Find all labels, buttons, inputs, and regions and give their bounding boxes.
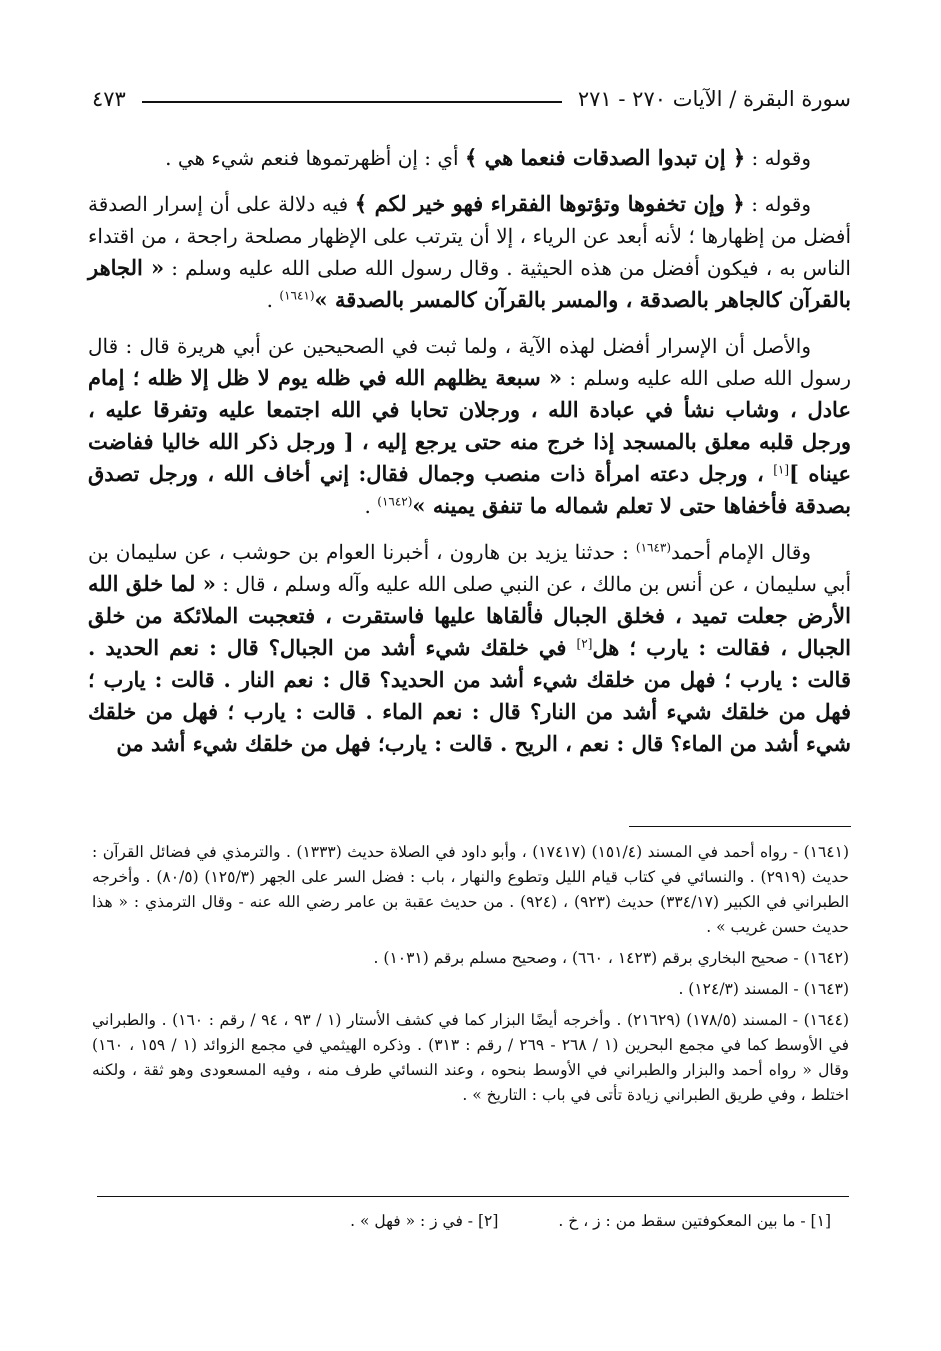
footnote-ref: (١٦٤٢) (377, 494, 413, 509)
variant-notes-separator (97, 1196, 849, 1197)
page-number: ٤٧٣ (92, 87, 126, 111)
variant-ref: [٢] (576, 636, 593, 651)
text: والأصل أن الإسرار أفضل لهذه الآية ، ولما ثبت في الصحيحين عن أبي هريرة قال : قال رسول الله صلى الله عليه وسلم : (88, 334, 851, 390)
running-title: سورة البقرة / الآيات ٢٧٠ - ٢٧١ (577, 87, 851, 111)
paragraph-3 (88, 330, 851, 522)
text: أي : إن أظهرتموها فنعم شيء هي . (165, 146, 465, 170)
text: : حدثنا يزيد بن هارون ، أخبرنا العوام بن حوشب ، عن سليمان بن أبي سليمان ، عن أنس بن مالك ، عن النبي صلى الله عليه وآله وسلم ، قال : (88, 540, 851, 596)
text: . (364, 494, 378, 518)
paragraph-4 (88, 536, 851, 760)
footnote-separator (629, 826, 851, 827)
footnote-1642: (١٦٤٢) - صحيح البخاري برقم (١٤٢٣ ، ٦٦٠) ، وصحيح مسلم برقم (١٠٣١) . (373, 949, 849, 967)
hadith-text: « لما خلق الله الأرض جعلت تميد ، فخلق الجبال فألقاها عليها فاستقرت ، فتعجبت الملائكة من خلق الجبال ، فقالت : يارب ؛ هل (88, 571, 851, 660)
footnote-ref: (١٦٤٣) (635, 540, 672, 555)
main-text (88, 142, 851, 774)
variant-note-1: [١] - ما بين المعكوفتين سقط من : ز ، خ . (558, 1212, 831, 1230)
footnotes (92, 840, 849, 1114)
footnote-1643: (١٦٤٣) - المسند (١٢٤/٣) . (678, 980, 849, 998)
variant-notes (92, 1208, 831, 1234)
quran-quote: ﴿ وإن تخفوها وتؤتوها الفقراء فهو خير لكم ﴾ (354, 191, 745, 216)
variant-note-2: [٢] - في ز : « فهل » . (350, 1212, 499, 1230)
hadith-text: « سبعة يظلهم الله في ظله يوم لا ظل إلا ظله ؛ إمام عادل ، وشاب نشأ في عبادة الله ، ورجلان تحابا في الله اجتمعا عليه وتفرقا عليه ، ورجل قلبه معلق بالمسجد إذا خرج منه حتى يرجع إليه ، [ ورجل ذكر الله خاليا ففاضت عيناه ] (88, 365, 851, 486)
text: وقوله : (745, 146, 811, 170)
page-header (92, 82, 851, 116)
paragraph-1 (88, 142, 851, 174)
header-rule (142, 101, 562, 103)
quran-quote: ﴿ إن تبدوا الصدقات فنعما هي ﴾ (464, 145, 746, 170)
text: وقال الإمام أحمد (671, 540, 811, 564)
footnote-ref: (١٦٤١) (279, 288, 315, 303)
text: وقوله : (744, 192, 812, 216)
footnote-1641: (١٦٤١) - رواه أحمد في المسند (١٥١/٤) (١٧٤١٧) ، وأبو داود في الصلاة حديث (١٣٣٣) . والترمذي في فضائل القرآن : حديث (٢٩١٩) . والنسائي في كتاب قيام الليل وتطوع والنهار ، باب : فضل السر على الجهر (١٢٥/٣) (٨٠/٥) . وأخرجه الطبراني في الكبير (٣٣٤/١٧) حديث (٩٢٣) ، (٩٢٤) . من حديث عقبة بن عامر رضي الله عنه - وقال الترمذي : « هذا حديث حسن غريب » . (92, 843, 850, 936)
hadith-text: « الجاهر بالقرآن كالجاهر بالصدقة ، والمسر بالقرآن كالمسر بالصدقة » (88, 255, 851, 312)
text: . (266, 288, 280, 312)
variant-ref: [١] (773, 462, 790, 477)
paragraph-2 (88, 188, 851, 316)
footnote-1644: (١٦٤٤) - المسند (١٧٨/٥) (٢١٦٢٩) . وأخرجه أيضًا البزار كما في كشف الأستار (١ / ٩٣ ، ٩٤ / رقم : ١٦٠) . والطبراني في الأوسط كما في مجمع البحرين (١ / ٢٦٨ - ٢٦٩ / رقم : ٣١٣) . وذكره الهيثمي في مجمع الزوائد (١ / ١٥٩ ، ١٦٠) وقال « رواه أحمد والبزار والطبراني في الأوسط بنحوه ، وعند النسائي طرف منه ، وفيه المسعودى وهو ثقة ، ولكنه اختلط ، وفي طريق الطبراني زيادة تأتى في باب : التاريخ » . (92, 1011, 850, 1104)
hadith-text: في خلقك شيء أشد من الجبال؟ قال : نعم الحديد . قالت : يارب ؛ فهل من خلقك شيء أشد من الحديد؟ قال : نعم النار . قالت : يارب ؛ فهل من خلقك شيء أشد من النار؟ قال : نعم الماء . قالت : يارب ؛ فهل من خلقك شيء أشد من الماء؟ قال : نعم ، الريح . قالت : يارب؛ فهل من خلقك شيء أشد من (88, 635, 851, 756)
hadith-text: ، ورجل دعته امرأة ذات منصب وجمال فقال: إني أخاف الله ، ورجل تصدق بصدقة فأخفاها حتى لا تعلم شماله ما تنفق يمينه » (88, 461, 851, 518)
text: فيه دلالة على أن إسرار الصدقة أفضل من إظهارها ؛ لأنه أبعد عن الرياء ، إلا أن يترتب على الإظهار مصلحة راجحة ، من اقتداء الناس به ، فيكون أفضل من هذه الحيثية . وقال رسول الله صلى الله عليه وسلم : (88, 192, 851, 280)
